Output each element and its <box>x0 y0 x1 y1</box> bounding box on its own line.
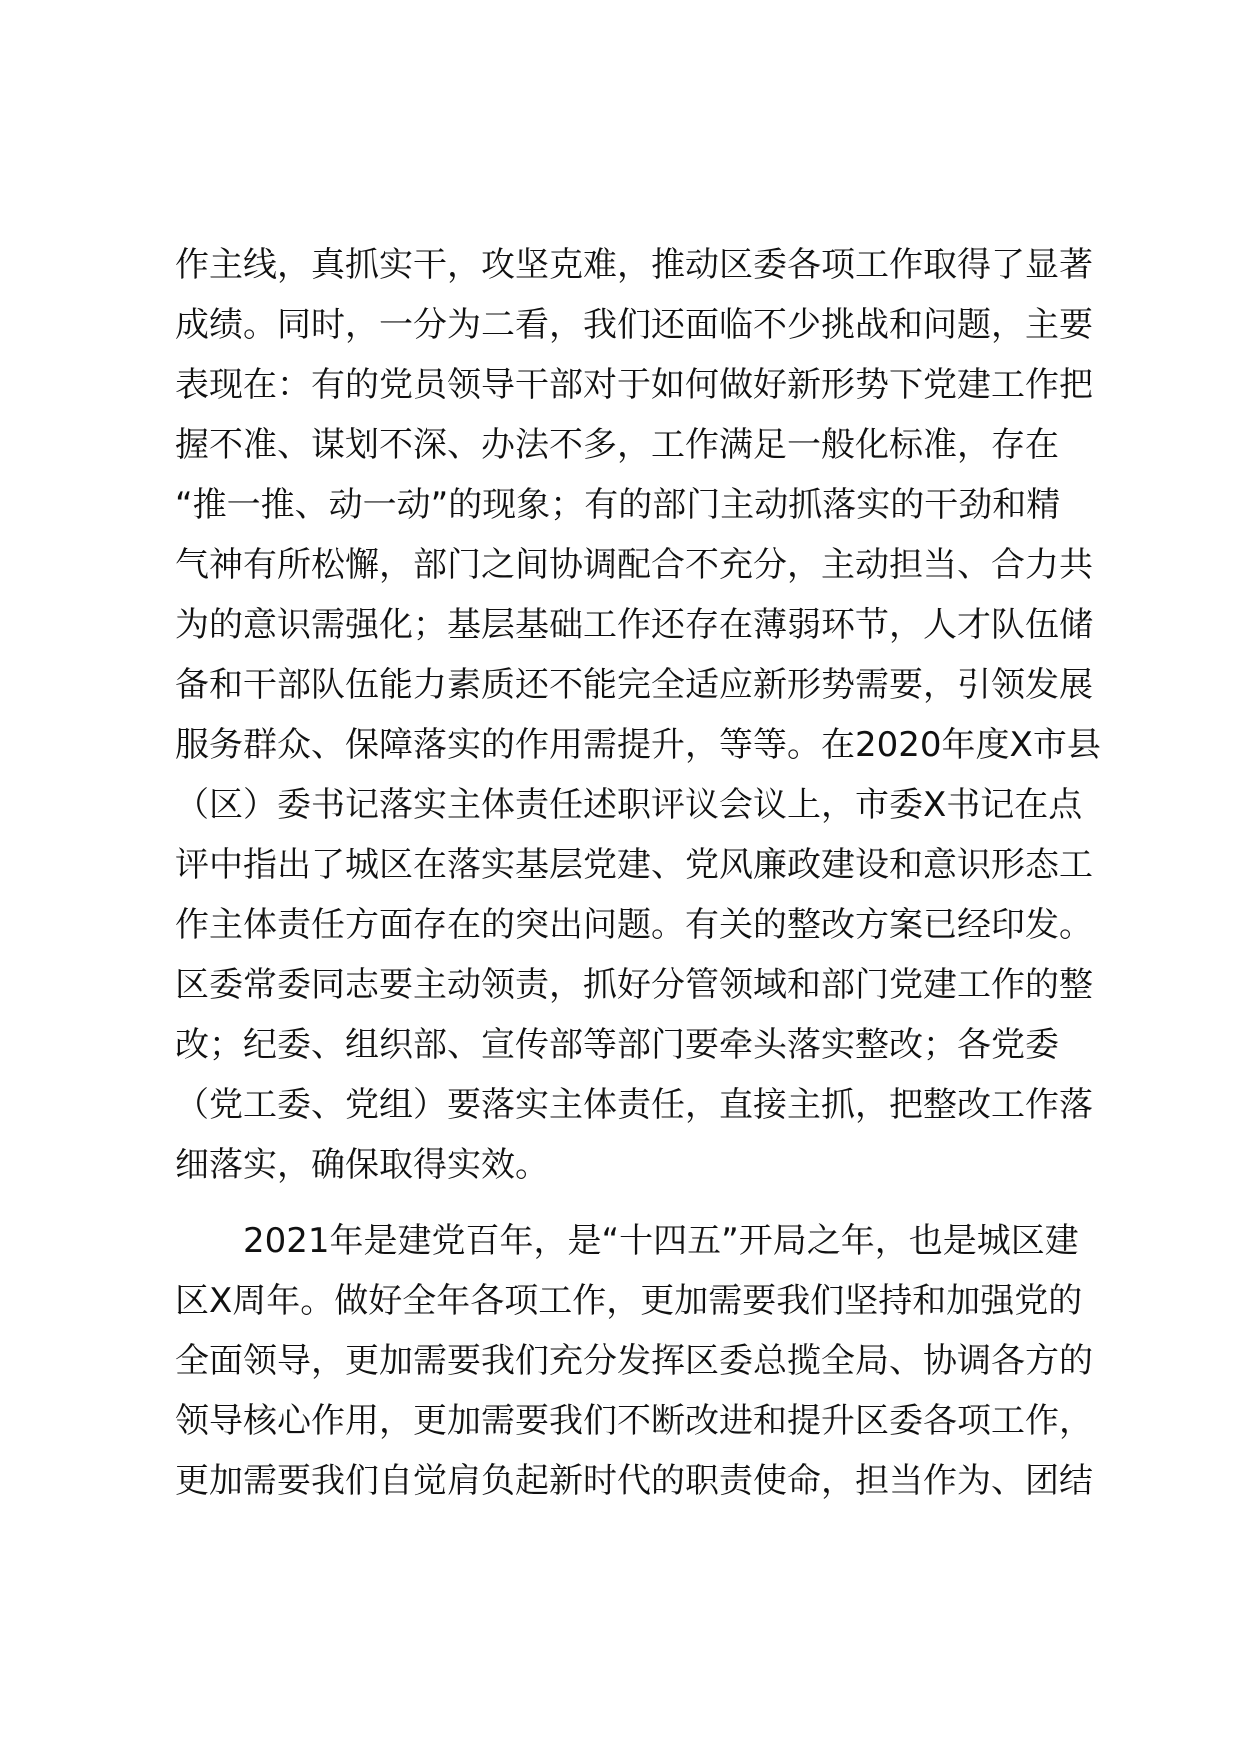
text-line: 作主体责任方面存在的突出问题。有关的整改方案已经印发。 <box>175 905 1093 945</box>
text-line: （区）委书记落实主体责任述职评议会议上，市委X书记在点 <box>175 785 1083 825</box>
text-line: 服务群众、保障落实的作用需提升，等等。在2020年度X市县 <box>175 725 1101 765</box>
text-line: 成绩。同时，一分为二看，我们还面临不少挑战和问题，主要 <box>175 305 1093 345</box>
text-line: 2021年是建党百年，是“十四五”开局之年，也是城区建 <box>175 1221 1079 1261</box>
text-line: 改；纪委、组织部、宣传部等部门要牵头落实整改；各党委 <box>175 1025 1059 1065</box>
paragraph-1 <box>175 235 1101 1195</box>
text-line: 为的意识需强化；基层基础工作还存在薄弱环节，人才队伍储 <box>175 605 1093 645</box>
text-line: 区委常委同志要主动领责，抓好分管领域和部门党建工作的整 <box>175 965 1093 1005</box>
paragraph-2 <box>175 1211 1095 1511</box>
text-line: 细落实，确保取得实效。 <box>175 1145 549 1185</box>
text-line: 全面领导，更加需要我们充分发挥区委总揽全局、协调各方的 <box>175 1341 1093 1381</box>
text-line: “推一推、动一动”的现象；有的部门主动抓落实的干劲和精 <box>175 485 1061 525</box>
text-line: 气神有所松懈，部门之间协调配合不充分，主动担当、合力共 <box>175 545 1093 585</box>
text-line: 表现在：有的党员领导干部对于如何做好新形势下党建工作把 <box>175 365 1093 405</box>
text-line: 握不准、谋划不深、办法不多，工作满足一般化标准，存在 <box>175 425 1059 465</box>
text-line: 评中指出了城区在落实基层党建、党风廉政建设和意识形态工 <box>175 845 1093 885</box>
text-line: 区X周年。做好全年各项工作，更加需要我们坚持和加强党的 <box>175 1281 1083 1321</box>
text-line: 领导核心作用，更加需要我们不断改进和提升区委各项工作， <box>175 1401 1093 1441</box>
text-line: 更加需要我们自觉肩负起新时代的职责使命，担当作为、团结 <box>175 1461 1093 1501</box>
text-line: 备和干部队伍能力素质还不能完全适应新形势需要，引领发展 <box>175 665 1093 705</box>
text-line: 作主线，真抓实干，攻坚克难，推动区委各项工作取得了显著 <box>175 245 1093 285</box>
text-line: （党工委、党组）要落实主体责任，直接主抓，把整改工作落 <box>175 1085 1093 1125</box>
